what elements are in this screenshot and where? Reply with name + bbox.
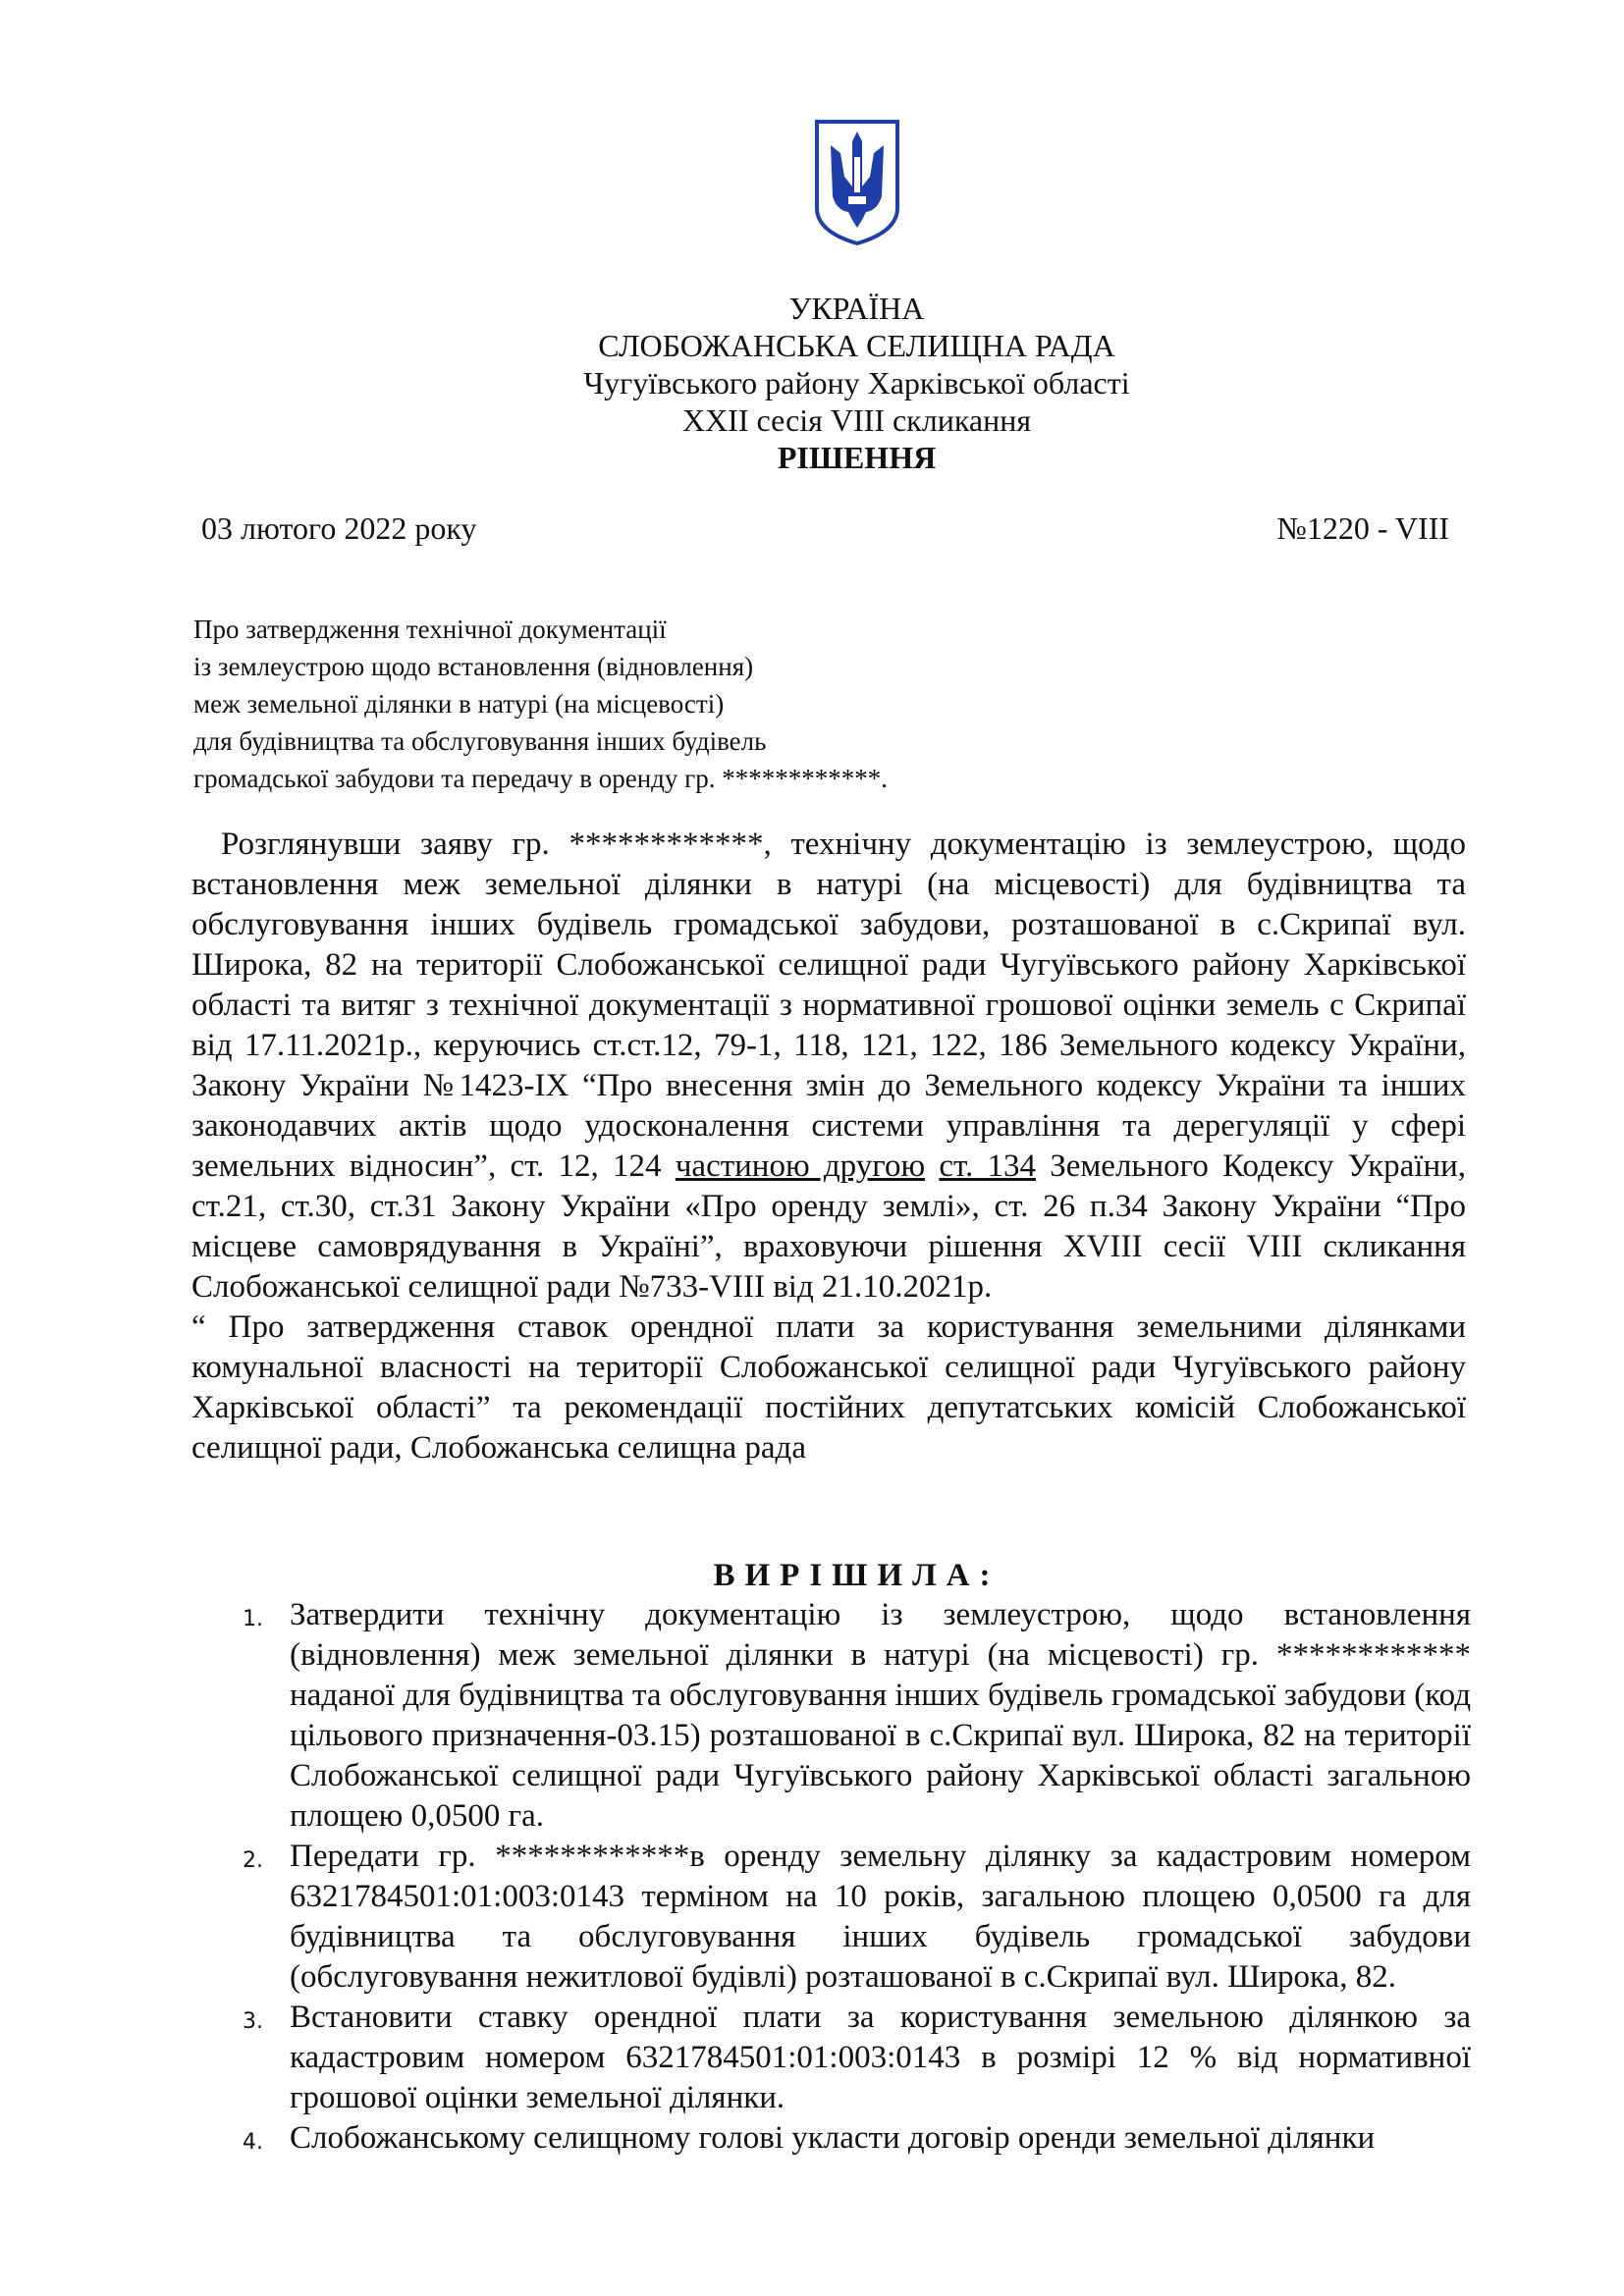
resolved-heading: ВИРІШИЛА: [713,1558,1001,1593]
item-number: 1. [243,1607,263,1631]
preamble-space [925,1148,939,1184]
council-name: СЛОБОЖАНСЬКА СЕЛИЩНА РАДА [598,328,1115,363]
decision-item [191,1998,1471,2118]
coat-of-arms-of-ukraine-icon [813,118,901,247]
item-text: Встановити ставку орендної плати за користування земельною ділянкою за кадастровим номером 6321784501:01:003:0143 в розмірі 12 % від нормативної грошової оцінки земельної ділянки. [290,2000,1471,2115]
item-text: Слобожанському селищному голові укласти договір оренди земельної ділянки [290,2120,1376,2156]
item-number: 4. [243,2130,263,2155]
decision-item [191,2118,1471,2159]
item-number: 2. [243,1848,263,1873]
document-type: РІШЕННЯ [777,440,937,475]
decision-item [191,1837,1471,1998]
decision-item [191,1595,1471,1837]
preamble-text: Земельного Кодексу України, ст.21, ст.30, ст.31 Закону України «Про оренду землі», ст. 26 п.34 Закону України “Про місцеве самоврядування в Україні”, враховуючи рішення XVIII сесії VIII скликання Слобожанської селищної ради №733-VIII від 21.10.2021р. [191,1148,1467,1305]
session-name: XXII сесія VIII скликання [681,402,1032,438]
item-text: Затвердити технічну документацію із землеустрою, щодо встановлення (відновлення) меж земельної ділянки в натурі (на місцевості) гр. ************ наданої для будівництва та обслуговування інших будівель громадської забудови (код цільового призначення-03.15) розташованої в с.Скрипаї вул. Широка, 82 на території Слобожанської селищної ради Чугуївського району Харківської області загальною площею 0,0500 га. [290,1597,1471,1834]
decision-items [191,1595,1471,2159]
item-text: Передати гр. ************в оренду земельну ділянку за кадастровим номером 6321784501:01:003:0143 терміном на 10 років, загальною площею 0,0500 га для будівництва та обслуговування інших будівель громадської забудови (обслуговування нежитлової будівлі) розташованої в с.Скрипаї вул. Широка, 82. [290,1839,1471,1995]
preamble-paragraph: “ Про затвердження ставок орендної плати за користування земельними ділянками комунальної власності на території Слобожанської селищної ради Чугуївського району Харківської області” та рекомендації постійних депутатських комісій Слобожанської селищної ради, Слобожанська селищна рада [191,1309,1466,1466]
district-name: Чугуївського району Харківської області [583,365,1130,400]
preamble [191,825,1466,1468]
preamble-paragraph [191,825,1466,1308]
document-header [0,290,1624,476]
preamble-text: Розглянувши заяву гр. ************, технічну документацію із землеустрою, щодо встановлення меж земельної ділянки в натурі (на місцевості) для будівництва та обслуговування інших будівель громадської забудови, розташованої в с.Скрипаї вул. Широка, 82 на території Слобожанської селищної ради Чугуївського району Харківської області та витяг з технічної документації з нормативної грошової оцінки земель с Скрипаї від 17.11.2021р., керуючись ст.ст.12, 79-1, 118, 121, 122, 186 Земельного кодексу України, Закону України №1423-IX “Про внесення змін до Земельного кодексу України та інших законодавчих актів щодо удосконалення системи управління та дерегуляції у сфері земельних відносин”, ст. 12, 124 [191,827,1466,1184]
underlined-reference: ст. 134 [939,1148,1036,1184]
subject-line: меж земельної ділянки в натурі (на місцевості) [193,689,725,719]
decision-subject [193,611,888,797]
decision-date: 03 лютого 2022 року [201,510,477,546]
subject-line: для будівництва та обслуговування інших будівель [193,726,767,756]
subject-line: громадської забудови та передачу в оренду гр. ************. [193,764,888,793]
underlined-reference: частиною другою [675,1148,926,1184]
country-name: УКРАЇНА [788,291,925,326]
decision-number: №1220 - VIII [1276,510,1449,546]
subject-line: Про затвердження технічної документації [193,614,667,644]
item-number: 3. [243,2009,263,2034]
subject-line: із землеустрою щодо встановлення (відновлення) [193,652,754,681]
